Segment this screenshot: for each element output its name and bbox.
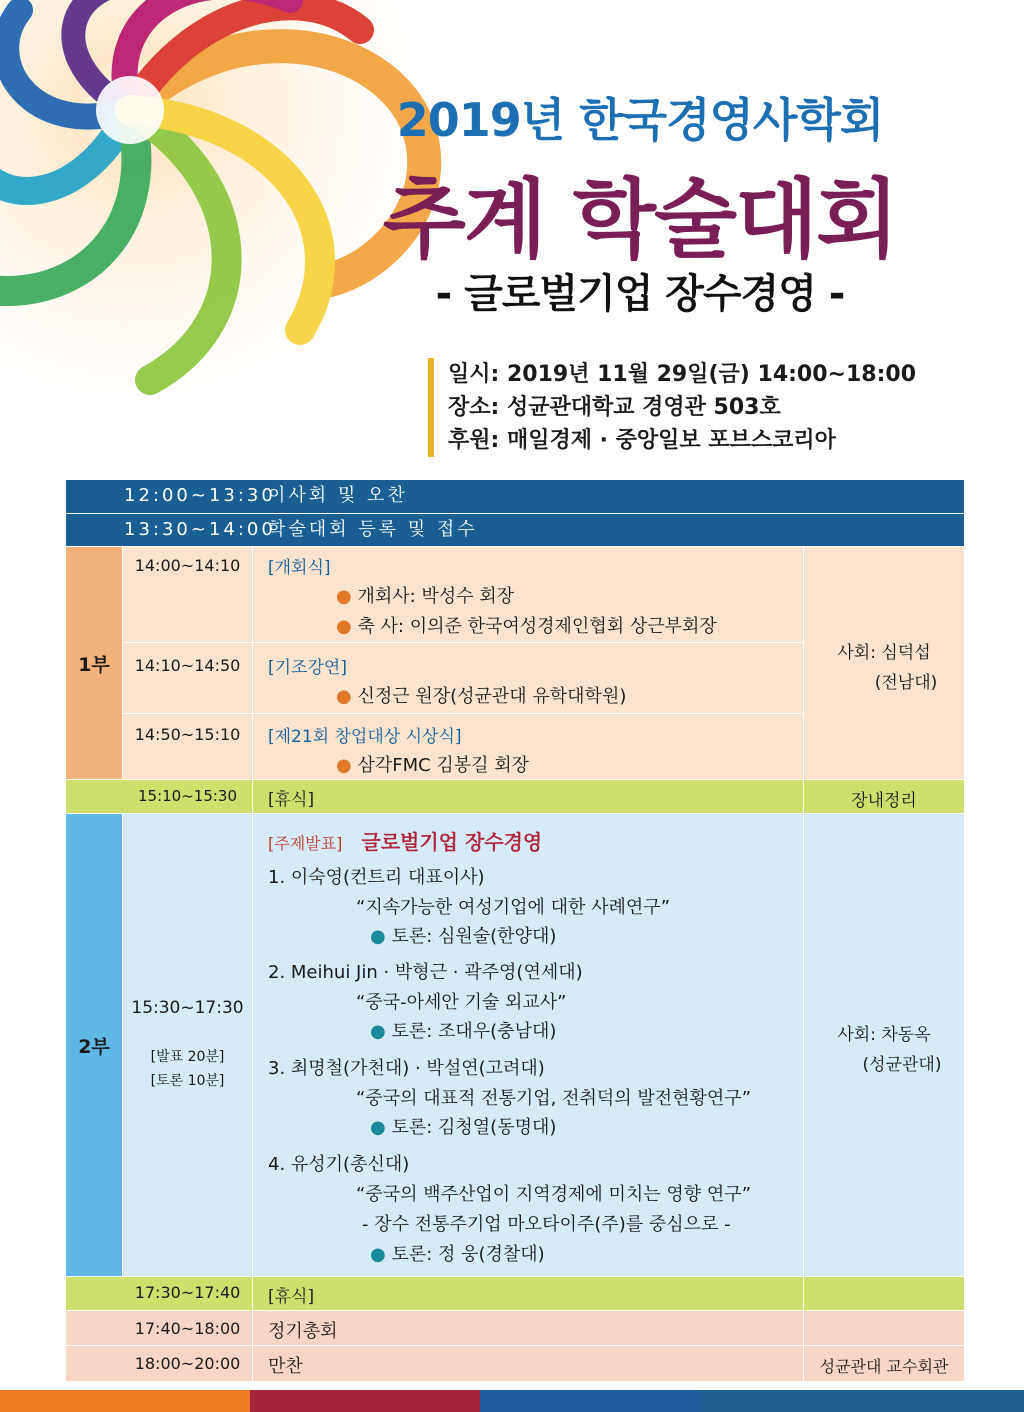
bullet-icon: ● (370, 1021, 392, 1042)
bullet-text: 삼각FMC 김봉길 회장 (357, 755, 530, 776)
bottom-bar-orange (0, 1390, 250, 1412)
moderator: 사회: 심덕섭 (837, 643, 931, 663)
time-cell: 15:10~15:30 (137, 787, 238, 805)
row-title: 이사회 및 오찬 (268, 485, 408, 506)
discussant (370, 1240, 545, 1266)
divider (123, 713, 803, 714)
bullet-icon: ● (370, 926, 392, 947)
bullet-item (336, 612, 717, 638)
presentation-topic: “지속가능한 여성기업에 대한 사례연구” (356, 897, 671, 918)
presentation-title: 1. 이숙영(컨트리 대표이사) (268, 867, 485, 888)
part-2-body (123, 814, 964, 1276)
bullet-icon: ● (336, 616, 358, 637)
bottom-bar-blue (480, 1390, 700, 1412)
presentation-topic: “중국의 백주산업이 지역경제에 미치는 영향 연구” (356, 1184, 752, 1205)
bullet-icon: ● (370, 1117, 392, 1138)
time-cell: 18:00~20:00 (134, 1354, 241, 1373)
title-conference: 추계 학술대회 (382, 170, 898, 270)
bottom-bar-red (250, 1390, 480, 1412)
divider (252, 547, 253, 779)
presentation-title: 2. Meihui Jin · 박형근 · 곽주영(연세대) (268, 962, 583, 983)
discussant-text: 토론: 김청열(동명대) (391, 1117, 557, 1138)
theme-label: [주제발표] (268, 834, 343, 853)
time-cell: 14:50~15:10 (134, 725, 241, 744)
bullet-icon: ● (370, 1244, 392, 1265)
bullet-icon: ● (336, 686, 358, 707)
time-cell: 12:00~13:30 (124, 485, 276, 506)
discussant (370, 1113, 556, 1139)
bullet-icon: ● (336, 755, 358, 776)
row-title: 정기총회 (268, 1321, 338, 1342)
part-1-text: 1부 (78, 653, 110, 676)
presentation-title: 3. 최명철(가천대) · 박설연(고려대) (268, 1058, 545, 1079)
discussant (370, 1017, 556, 1043)
info-venue: 장소: 성균관대학교 경영관 503호 (448, 395, 781, 420)
divider (803, 547, 804, 779)
bullet-text: 신정근 원장(성균관대 유학대학원) (357, 686, 627, 707)
part-2-label (66, 814, 122, 1276)
discussant (370, 922, 556, 948)
discussant-text: 토론: 심원술(한양대) (391, 926, 557, 947)
presentation-title: 4. 유성기(총신대) (268, 1154, 410, 1175)
event-info (428, 358, 916, 457)
session-label: [기조강연] (268, 658, 347, 678)
session-label: [휴식] (268, 1287, 315, 1307)
moderator-affiliation: (전남대) (874, 673, 938, 693)
divider (252, 814, 253, 1276)
presentation-topic: “중국의 대표적 전통기업, 전취덕의 발전현황연구” (356, 1088, 752, 1109)
divider (252, 780, 253, 813)
time-note: [발표 20분] (150, 1049, 225, 1065)
session-label: [휴식] (268, 790, 315, 810)
bullet-item (336, 582, 514, 608)
row-title: 만찬 (268, 1356, 303, 1377)
session-label: [개회식] (268, 558, 331, 578)
divider (803, 814, 804, 1276)
title-theme: - 글로벌기업 장수경영 - (435, 271, 845, 317)
discussant-text: 토론: 조대우(충남대) (391, 1021, 557, 1042)
part-2-text: 2부 (78, 1035, 110, 1058)
part-1-label (66, 547, 122, 779)
session-label: [제21회 창업대상 시상식] (268, 727, 462, 747)
moderator-affiliation: (성균관대) (862, 1055, 942, 1075)
row-title: 학술대회 등록 및 접수 (268, 519, 478, 540)
time-cell: 15:30~17:30 (131, 998, 244, 1018)
moderator: 사회: 차동옥 (837, 1025, 931, 1045)
row-note: 성균관대 교수회관 (819, 1357, 949, 1376)
bullet-item (336, 682, 626, 708)
time-cell: 17:30~17:40 (134, 1283, 241, 1302)
info-sponsor: 후원: 매일경제 · 중앙일보 포브스코리아 (448, 428, 836, 453)
title-year-society: 2019년 한국경영사학회 (396, 93, 884, 147)
bullet-icon: ● (336, 586, 358, 607)
bullet-item (336, 751, 529, 777)
time-cell: 17:40~18:00 (134, 1319, 241, 1338)
divider (252, 1277, 253, 1381)
presentation-topic: “중국-아세안 기술 외교사” (356, 992, 567, 1013)
discussant-text: 토론: 정 웅(경찰대) (391, 1244, 545, 1265)
time-cell: 14:10~14:50 (134, 656, 241, 675)
time-cell: 14:00~14:10 (134, 556, 241, 575)
theme-title: 글로벌기업 장수경영 (361, 830, 543, 854)
divider (66, 1345, 964, 1346)
info-date: 일시: 2019년 11월 29일(금) 14:00~18:00 (448, 362, 917, 387)
time-cell: 13:30~14:00 (124, 519, 276, 540)
divider (123, 642, 803, 643)
row-note: 장내정리 (851, 791, 917, 811)
theme-heading (268, 826, 542, 855)
bottom-bar-navy (700, 1390, 1024, 1412)
time-note: [토론 10분] (150, 1073, 225, 1089)
bullet-text: 축 사: 이의준 한국여성경제인협회 상근부회장 (357, 616, 717, 637)
presentation-subtitle: - 장수 전통주기업 마오타이주(주)를 중심으로 - (362, 1214, 731, 1235)
bullet-text: 개회사: 박성수 회장 (357, 586, 515, 607)
